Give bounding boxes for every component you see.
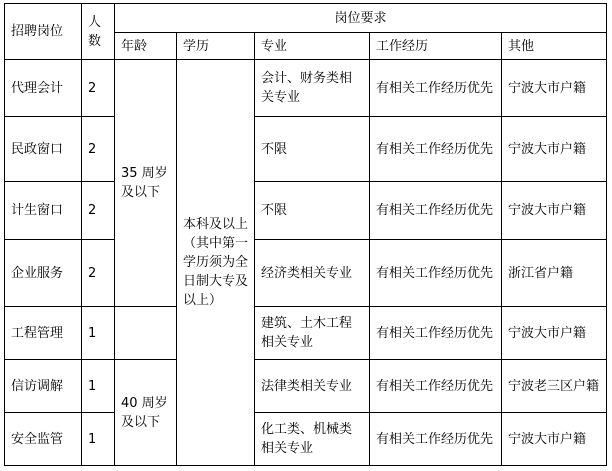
table-row	[5, 60, 607, 117]
cell-position: 计生窗口	[5, 182, 82, 240]
cell-position: 民政窗口	[5, 117, 82, 182]
cell-other: 宁波老三区户籍	[502, 360, 607, 413]
cell-experience: 有相关工作经历优先	[370, 60, 502, 117]
table-row	[5, 117, 607, 182]
header-major: 专业	[255, 33, 370, 60]
cell-other: 宁波大市户籍	[502, 60, 607, 117]
cell-experience: 有相关工作经历优先	[370, 307, 502, 360]
header-other: 其他	[502, 33, 607, 60]
cell-major: 不限	[255, 182, 370, 240]
cell-major: 建筑、土木工程相关专业	[255, 307, 370, 360]
cell-major: 化工类、机械类相关专业	[255, 413, 370, 466]
header-education: 学历	[177, 33, 255, 60]
cell-count: 1	[82, 413, 115, 466]
cell-other: 宁波大市户籍	[502, 182, 607, 240]
cell-major: 不限	[255, 117, 370, 182]
cell-age-group-1: 35 周岁及以下	[115, 60, 177, 307]
cell-position: 信访调解	[5, 360, 82, 413]
cell-position: 安全监管	[5, 413, 82, 466]
header-position: 招聘岗位	[5, 4, 82, 60]
table-row	[5, 413, 607, 466]
cell-count: 2	[82, 60, 115, 117]
cell-experience: 有相关工作经历优先	[370, 182, 502, 240]
cell-major: 经济类相关专业	[255, 240, 370, 307]
cell-count: 1	[82, 307, 115, 360]
table-row	[5, 307, 607, 360]
cell-position: 企业服务	[5, 240, 82, 307]
cell-count: 2	[82, 240, 115, 307]
cell-other: 浙江省户籍	[502, 240, 607, 307]
recruitment-table	[4, 3, 607, 466]
cell-experience: 有相关工作经历优先	[370, 360, 502, 413]
cell-education: 本科及以上（其中第一学历须为全日制大专及以上）	[177, 60, 255, 466]
cell-age-group-2: 40 周岁及以下	[115, 360, 177, 466]
cell-count: 2	[82, 182, 115, 240]
cell-position: 代理会计	[5, 60, 82, 117]
cell-experience: 有相关工作经历优先	[370, 117, 502, 182]
cell-major: 会计、财务类相关专业	[255, 60, 370, 117]
cell-count: 1	[82, 360, 115, 413]
table-row	[5, 360, 607, 413]
cell-age-empty	[115, 307, 177, 360]
cell-major: 法律类相关专业	[255, 360, 370, 413]
cell-other: 宁波大市户籍	[502, 413, 607, 466]
table-row	[5, 182, 607, 240]
header-requirements: 岗位要求	[115, 4, 607, 33]
cell-count: 2	[82, 117, 115, 182]
header-age: 年龄	[115, 33, 177, 60]
header-count: 人数	[82, 4, 115, 60]
cell-other: 宁波大市户籍	[502, 307, 607, 360]
cell-other: 宁波大市户籍	[502, 117, 607, 182]
cell-position: 工程管理	[5, 307, 82, 360]
cell-experience: 有相关工作经历优先	[370, 413, 502, 466]
cell-experience: 有相关工作经历优先	[370, 240, 502, 307]
table-row	[5, 240, 607, 307]
header-experience: 工作经历	[370, 33, 502, 60]
header-row-1	[5, 4, 607, 33]
